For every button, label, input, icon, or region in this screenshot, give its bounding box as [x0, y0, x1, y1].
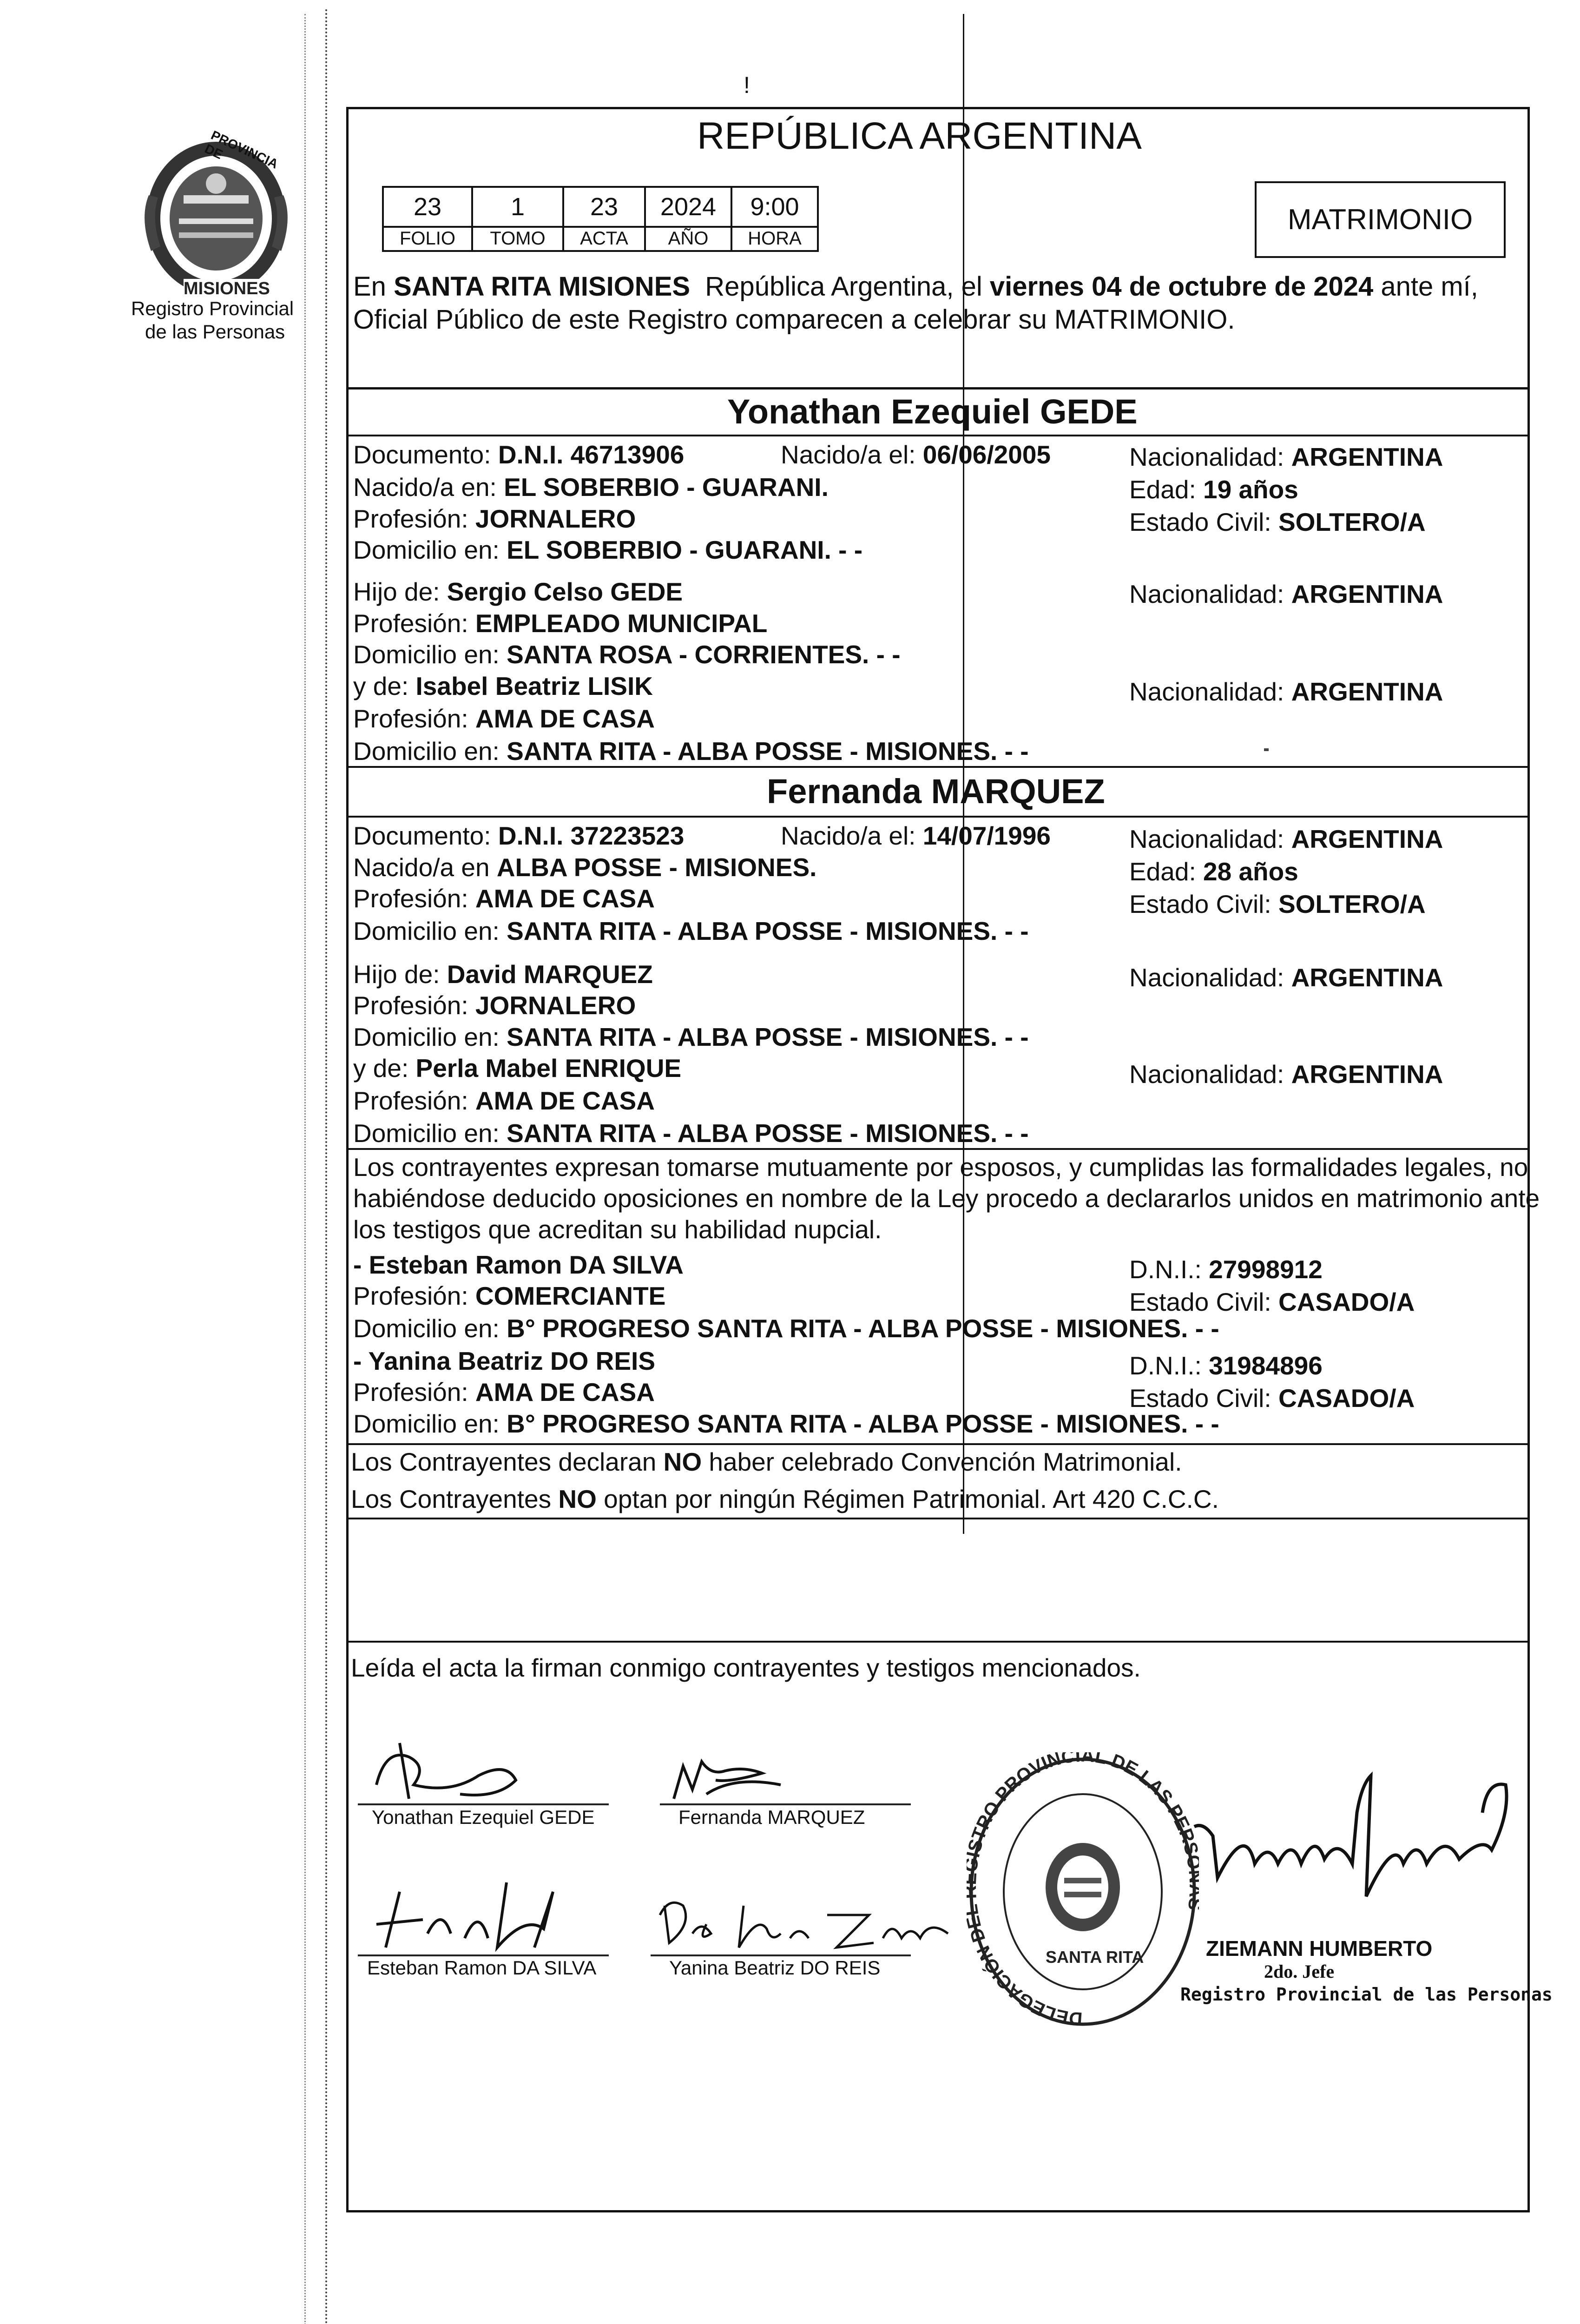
groom-birthplace: Nacido/a en: EL SOBERBIO - GUARANI.	[353, 473, 829, 502]
bride-mother-profession: Profesión: AMA DE CASA	[353, 1086, 655, 1115]
groom-address: Domicilio en: EL SOBERBIO - GUARANI. - -	[353, 535, 863, 564]
groom-name-rule	[346, 435, 1530, 436]
intro-mid: República Argentina, el	[690, 271, 990, 302]
bride-signature	[660, 1748, 846, 1808]
form-top-border	[346, 107, 1530, 109]
witness2-signature-label: Yanina Beatriz DO REIS	[669, 1957, 881, 1979]
groom-name: Yonathan Ezequiel GEDE	[727, 392, 1138, 431]
witness1-address: Domicilio en: B° PROGRESO SANTA RITA - ALBA POSSE - MISIONES. - -	[353, 1314, 1219, 1343]
intro-place: SANTA RITA MISIONES	[394, 271, 691, 302]
hora-label: HORA	[731, 226, 819, 252]
stamp-center-text: SANTA RITA	[1046, 1948, 1144, 1967]
groom-father-address: Domicilio en: SANTA ROSA - CORRIENTES. - -	[353, 640, 901, 669]
bride-father: Hijo de: David MARQUEZ	[353, 960, 653, 989]
witness2-address: Domicilio en: B° PROGRESO SANTA RITA - ALBA POSSE - MISIONES. - -	[353, 1409, 1219, 1438]
bride-signature-scribble	[660, 1748, 846, 1808]
witness2-signature-scribble	[651, 1887, 967, 1957]
groom-civil-status: Estado Civil: SOLTERO/A	[1129, 508, 1426, 536]
intro-date: viernes 04 de octubre de 2024	[989, 271, 1374, 302]
witness2-profession: Profesión: AMA DE CASA	[353, 1378, 655, 1406]
groom-signature-line	[358, 1803, 609, 1805]
official-role: 2do. Jefe	[1264, 1961, 1335, 1982]
declaration-line-3: los testigos que acreditan su habilidad nupcial.	[353, 1215, 882, 1244]
declaration-top-rule	[346, 1148, 1530, 1150]
groom-father-profession: Profesión: EMPLEADO MUNICIPAL	[353, 609, 768, 638]
intro-line-2: Oficial Público de este Registro comparecen a celebrar su MATRIMONIO.	[353, 304, 1235, 335]
top-mark: !	[744, 72, 750, 98]
groom-document: Documento: D.N.I. 46713906	[353, 440, 685, 469]
official-stamp	[967, 1752, 1199, 2031]
groom-signature-label: Yonathan Ezequiel GEDE	[372, 1806, 595, 1828]
stray-dot-2	[1264, 748, 1269, 751]
groom-father-nationality: Nacionalidad: ARGENTINA	[1129, 580, 1443, 608]
declaration-line-2: habiéndose deducido oposiciones en nombre de la Ley procedo a declararlos unidos en matrimonio ante	[353, 1184, 1540, 1213]
witness2-signature-line	[651, 1954, 911, 1956]
stamp-ring-text: DELEGACIÓN D TRO PROVINCIAL DE LAS PER	[967, 1752, 1199, 2029]
folio-label: FOLIO	[382, 226, 473, 252]
groom-mother: y de: Isabel Beatriz LISIK	[353, 672, 653, 700]
groom-nationality: Nacionalidad: ARGENTINA	[1129, 442, 1443, 471]
bride-mother-address: Domicilio en: SANTA RITA - ALBA POSSE - MISIONES. - -	[353, 1119, 1029, 1148]
bride-name: Fernanda MARQUEZ	[767, 772, 1105, 811]
bride-born-date: Nacido/a el: 14/07/1996	[781, 821, 1051, 850]
bride-father-nationality: Nacionalidad: ARGENTINA	[1129, 963, 1443, 992]
logo-text-top: PROVINCIA DE	[202, 127, 280, 172]
bride-document: Documento: D.N.I. 37223523	[353, 821, 685, 850]
anio-value: 2024	[644, 186, 732, 228]
logo-text-bottom: MISIONES	[184, 279, 270, 298]
bride-top-rule	[346, 766, 1530, 768]
bride-signature-label: Fernanda MARQUEZ	[678, 1806, 865, 1828]
bride-signature-line	[660, 1803, 911, 1805]
witness2-civil-status: Estado Civil: CASADO/A	[1129, 1384, 1415, 1413]
groom-top-rule	[346, 387, 1530, 390]
form-bottom-border	[346, 2210, 1530, 2212]
closing-text: Leída el acta la firman conmigo contrayentes y testigos mencionados.	[351, 1653, 1141, 1682]
regime-line-1: Los Contrayentes declaran NO haber celebrado Convención Matrimonial.	[351, 1447, 1182, 1476]
groom-mother-address: Domicilio en: SANTA RITA - ALBA POSSE - MISIONES. - -	[353, 737, 1029, 766]
country-title: REPÚBLICA ARGENTINA	[697, 115, 1142, 157]
witness1-signature-scribble	[358, 1855, 599, 1961]
official-signature-scribble	[1185, 1757, 1520, 1924]
witness1-dni: D.N.I.: 27998912	[1129, 1255, 1323, 1284]
witness1-civil-status: Estado Civil: CASADO/A	[1129, 1287, 1415, 1316]
logo-caption-line2: de las Personas	[145, 321, 285, 343]
witness2-name: - Yanina Beatriz DO REIS	[353, 1347, 656, 1375]
regime-line-2: Los Contrayentes NO optan por ningún Régimen Patrimonial. Art 420 C.C.C.	[351, 1485, 1219, 1513]
witness1-signature-label: Esteban Ramon DA SILVA	[367, 1957, 597, 1979]
bride-mother: y de: Perla Mabel ENRIQUE	[353, 1054, 682, 1083]
acta-value: 23	[562, 186, 646, 228]
groom-age: Edad: 19 años	[1129, 475, 1298, 504]
bride-father-address: Domicilio en: SANTA RITA - ALBA POSSE - MISIONES. - -	[353, 1023, 1029, 1051]
folio-value: 23	[382, 186, 473, 228]
groom-mother-nationality: Nacionalidad: ARGENTINA	[1129, 677, 1443, 706]
bride-address: Domicilio en: SANTA RITA - ALBA POSSE - MISIONES. - -	[353, 917, 1029, 945]
intro-line-1	[353, 271, 1478, 303]
bride-nationality: Nacionalidad: ARGENTINA	[1129, 825, 1443, 853]
form-left-border	[346, 107, 349, 2212]
bride-mother-nationality: Nacionalidad: ARGENTINA	[1129, 1060, 1443, 1089]
intro-pre: En	[353, 271, 394, 302]
official-name: ZIEMANN HUMBERTO	[1206, 1936, 1433, 1961]
groom-profession: Profesión: JORNALERO	[353, 504, 636, 533]
witness1-name: - Esteban Ramon DA SILVA	[353, 1250, 684, 1279]
record-type-box: MATRIMONIO	[1255, 181, 1506, 258]
groom-born-date: Nacido/a el: 06/06/2005	[781, 440, 1051, 469]
groom-father: Hijo de: Sergio Celso GEDE	[353, 577, 683, 606]
tomo-value: 1	[471, 186, 564, 228]
bride-birthplace: Nacido/a en ALBA POSSE - MISIONES.	[353, 853, 817, 882]
witness1-signature-line	[358, 1954, 609, 1956]
stamp-circle-icon	[967, 1752, 1199, 2031]
bride-name-rule	[346, 816, 1530, 818]
bride-profession: Profesión: AMA DE CASA	[353, 884, 655, 913]
bride-civil-status: Estado Civil: SOLTERO/A	[1129, 890, 1426, 918]
left-margin-dotted-line-2	[304, 14, 306, 2324]
official-organization: Registro Provincial de las Personas	[1180, 1984, 1553, 2005]
witness2-dni: D.N.I.: 31984896	[1129, 1351, 1323, 1380]
intro-post: ante mí,	[1373, 271, 1478, 302]
groom-mother-profession: Profesión: AMA DE CASA	[353, 704, 655, 733]
groom-signature	[358, 1729, 553, 1808]
witness2-signature	[651, 1887, 967, 1957]
bride-father-profession: Profesión: JORNALERO	[353, 991, 636, 1020]
witness1-signature	[358, 1855, 599, 1961]
left-margin-dotted-line	[325, 9, 327, 2324]
official-signature	[1185, 1757, 1520, 1924]
hora-value: 9:00	[731, 186, 819, 228]
acta-label: ACTA	[562, 226, 646, 252]
tomo-label: TOMO	[471, 226, 564, 252]
bride-age: Edad: 28 años	[1129, 857, 1298, 886]
regime-top-rule	[346, 1443, 1530, 1445]
notes-bottom-rule	[346, 1641, 1530, 1643]
declaration-line-1: Los contrayentes expresan tomarse mutuamente por esposos, y cumplidas las formalidades legales, no	[353, 1153, 1528, 1182]
witness1-profession: Profesión: COMERCIANTE	[353, 1281, 666, 1310]
regime-bottom-rule	[346, 1518, 1530, 1519]
anio-label: AÑO	[644, 226, 732, 252]
logo-caption-line1: Registro Provincial	[131, 297, 294, 319]
groom-signature-scribble	[358, 1729, 553, 1808]
registro-logo	[139, 127, 293, 311]
